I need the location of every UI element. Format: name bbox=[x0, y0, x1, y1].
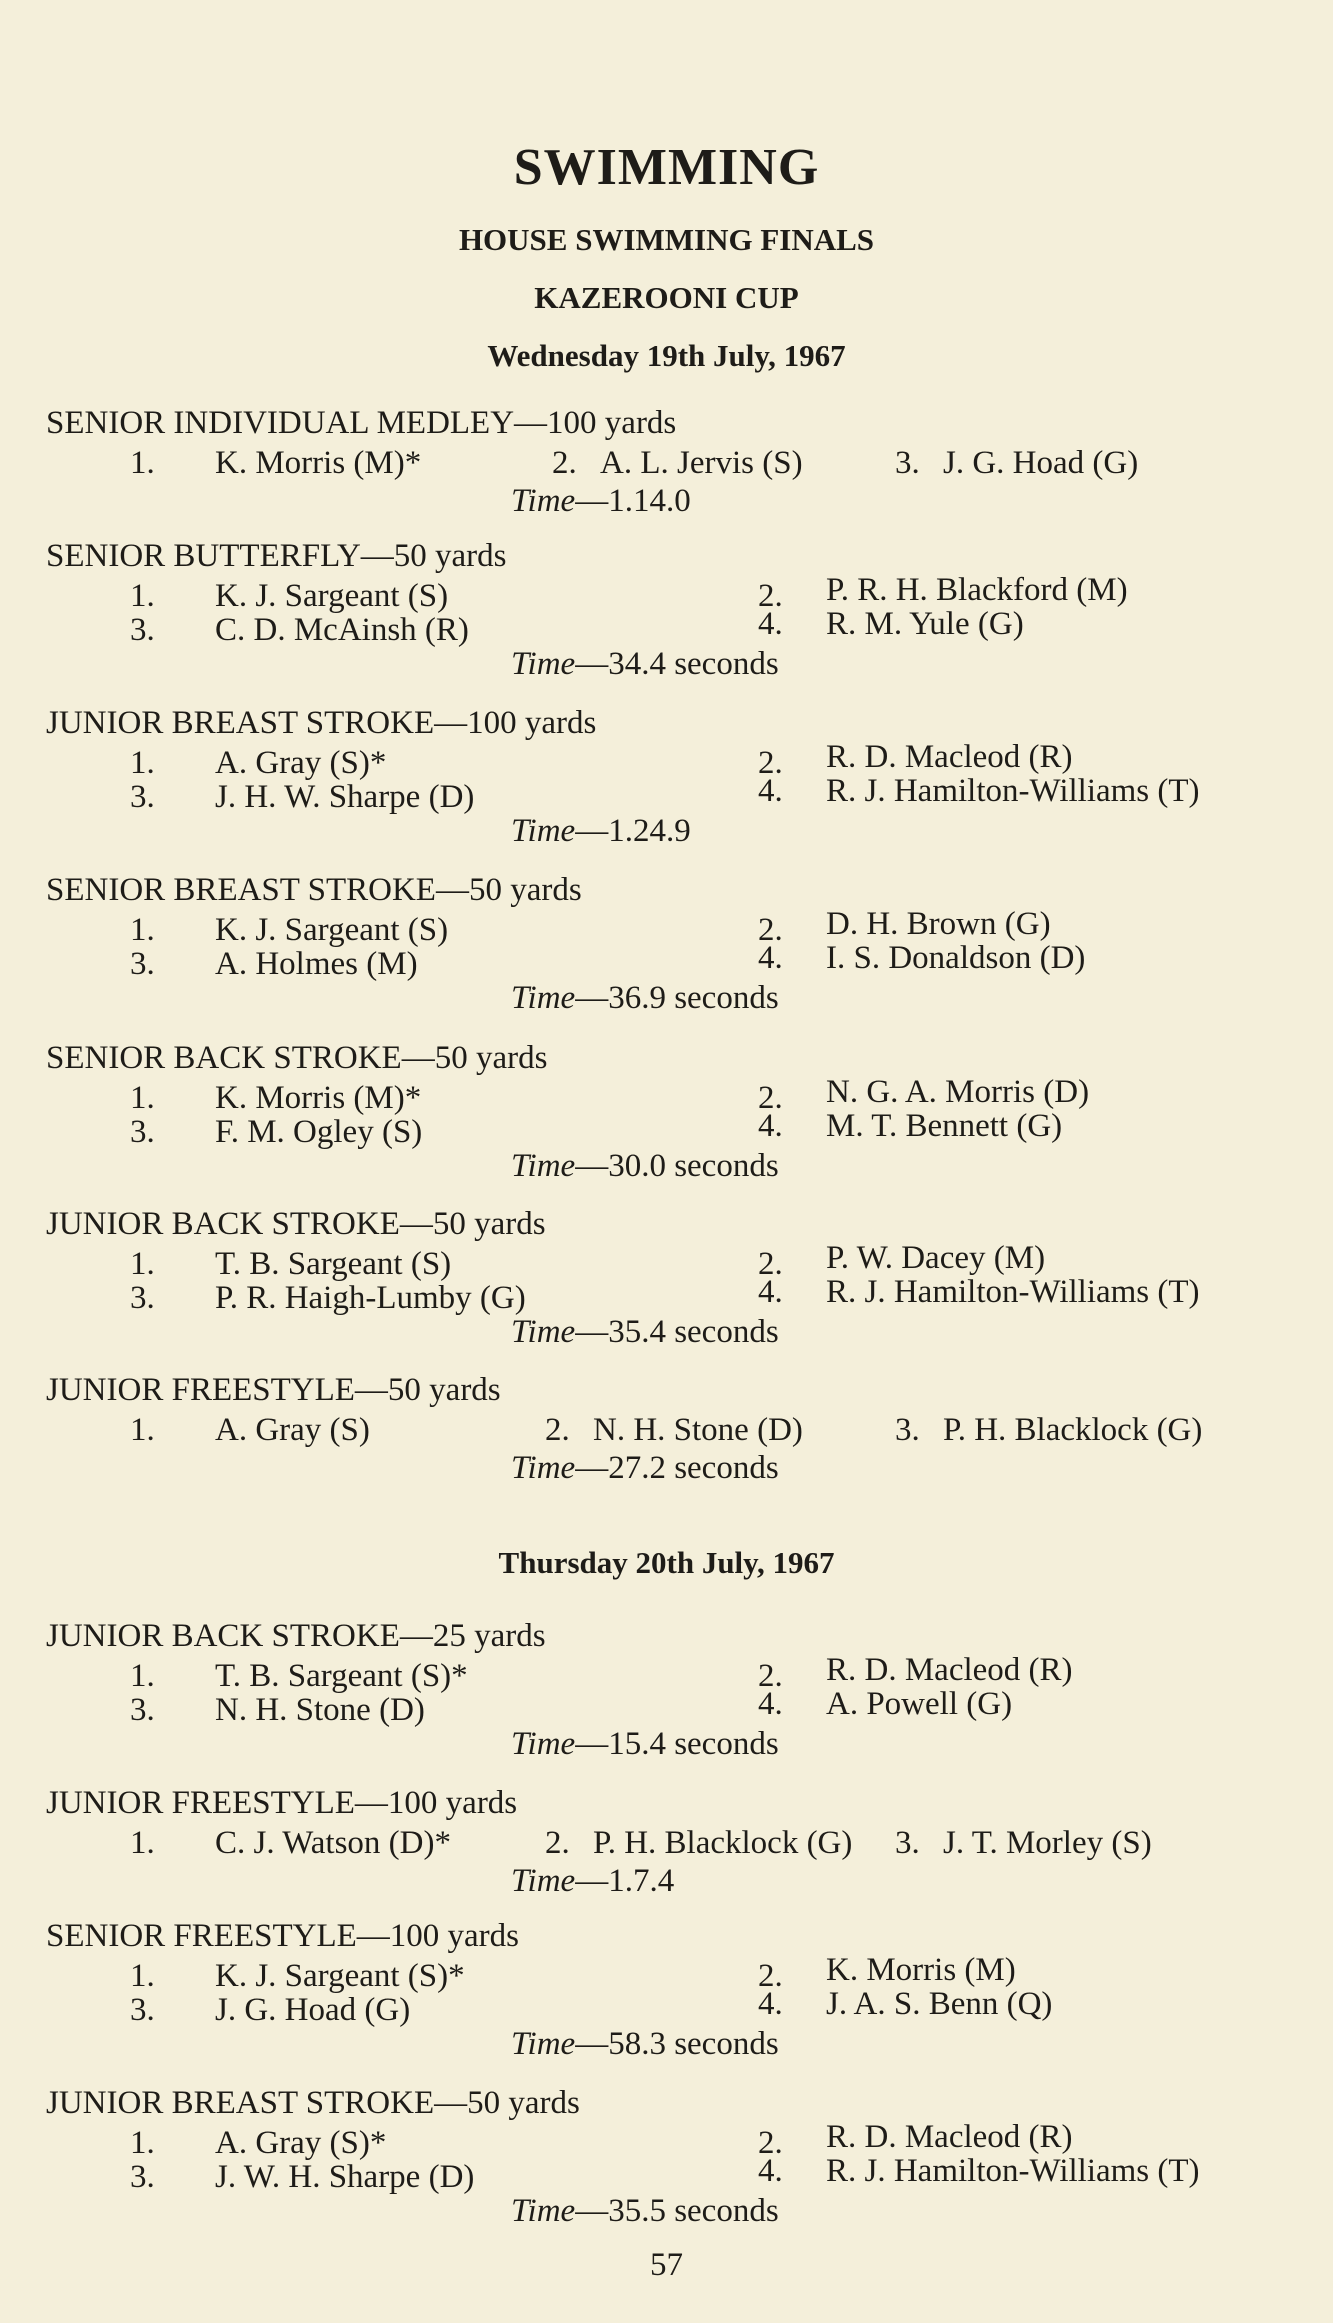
place-2-name: K. Morris (M) bbox=[826, 1952, 1016, 1988]
place-number: 2. bbox=[758, 578, 783, 614]
time-value: —1.7.4 bbox=[575, 1863, 675, 1899]
place-1-name: T. B. Sargeant (S)* bbox=[215, 1658, 468, 1694]
event-time bbox=[511, 2026, 779, 2063]
place-number: 2. bbox=[758, 1080, 783, 1116]
place-number: 1. bbox=[130, 1080, 155, 1116]
day-heading-thursday: Thursday 20th July, 1967 bbox=[498, 1545, 835, 1580]
place-number: 4. bbox=[758, 1274, 783, 1310]
place-number: 3. bbox=[130, 779, 155, 815]
event-time bbox=[511, 2193, 779, 2230]
place-number: 1. bbox=[130, 1958, 155, 1994]
time-value: —1.24.9 bbox=[575, 813, 691, 849]
time-value: —30.0 seconds bbox=[575, 1148, 779, 1184]
place-3-name: J. T. Morley (S) bbox=[943, 1825, 1152, 1861]
time-value: —36.9 seconds bbox=[575, 980, 779, 1016]
time-value: —27.2 seconds bbox=[575, 1450, 779, 1486]
event-time bbox=[511, 1450, 779, 1487]
time-value: —34.4 seconds bbox=[575, 646, 779, 682]
place-1-name: T. B. Sargeant (S) bbox=[215, 1246, 452, 1282]
place-number: 1. bbox=[130, 1825, 155, 1861]
place-number: 3. bbox=[130, 2159, 155, 2195]
place-number: 1. bbox=[130, 1412, 155, 1448]
place-3-name: J. W. H. Sharpe (D) bbox=[215, 2159, 475, 2195]
place-2-name: R. D. Macleod (R) bbox=[826, 739, 1073, 775]
place-number: 3. bbox=[130, 946, 155, 982]
place-3-name: C. D. McAinsh (R) bbox=[215, 612, 469, 648]
place-2-name: P. R. H. Blackford (M) bbox=[826, 572, 1128, 608]
time-label: Time bbox=[511, 2193, 576, 2229]
time-value: —15.4 seconds bbox=[575, 1726, 779, 1762]
place-2-name: N. H. Stone (D) bbox=[593, 1412, 803, 1448]
event-title: JUNIOR BREAST STROKE—100 yards bbox=[46, 705, 597, 741]
place-2-name: A. L. Jervis (S) bbox=[600, 445, 803, 481]
place-2-name: P. W. Dacey (M) bbox=[826, 1240, 1046, 1276]
place-number: 4. bbox=[758, 606, 783, 642]
place-1-name: A. Gray (S)* bbox=[215, 745, 387, 781]
place-1-name: K. Morris (M)* bbox=[215, 1080, 422, 1116]
time-value: —58.3 seconds bbox=[575, 2026, 779, 2062]
place-4-name: J. A. S. Benn (Q) bbox=[826, 1986, 1053, 2022]
time-label: Time bbox=[511, 2026, 576, 2062]
event-block bbox=[0, 872, 1333, 1022]
place-4-name: R. J. Hamilton-Williams (T) bbox=[826, 773, 1200, 809]
place-3-name: J. G. Hoad (G) bbox=[943, 445, 1139, 481]
time-label: Time bbox=[511, 1314, 576, 1350]
event-block bbox=[0, 1785, 1333, 1935]
place-number: 2. bbox=[758, 1658, 783, 1694]
place-1-name: K. J. Sargeant (S)* bbox=[215, 1958, 465, 1994]
place-number: 4. bbox=[758, 1986, 783, 2022]
place-number: 1. bbox=[130, 445, 155, 481]
place-4-name: A. Powell (G) bbox=[826, 1686, 1013, 1722]
event-block bbox=[0, 538, 1333, 688]
place-number: 4. bbox=[758, 773, 783, 809]
day-heading-wednesday: Wednesday 19th July, 1967 bbox=[487, 338, 846, 373]
place-number: 2. bbox=[545, 1825, 570, 1861]
place-number: 1. bbox=[130, 912, 155, 948]
event-time bbox=[511, 980, 779, 1017]
place-number: 1. bbox=[130, 1246, 155, 1282]
event-block bbox=[0, 1372, 1333, 1522]
place-3-name: F. M. Ogley (S) bbox=[215, 1114, 423, 1150]
place-1-name: A. Gray (S) bbox=[215, 1412, 370, 1448]
place-number: 2. bbox=[552, 445, 577, 481]
event-title: JUNIOR BACK STROKE—25 yards bbox=[46, 1618, 546, 1654]
place-1-name: C. J. Watson (D)* bbox=[215, 1825, 451, 1861]
time-label: Time bbox=[511, 1726, 576, 1762]
place-number: 1. bbox=[130, 578, 155, 614]
event-title: JUNIOR BACK STROKE—50 yards bbox=[46, 1206, 546, 1242]
place-number: 2. bbox=[758, 2125, 783, 2161]
place-2-name: N. G. A. Morris (D) bbox=[826, 1074, 1090, 1110]
time-label: Time bbox=[511, 646, 576, 682]
place-number: 3. bbox=[895, 445, 920, 481]
place-1-name: K. Morris (M)* bbox=[215, 445, 422, 481]
place-number: 2. bbox=[545, 1412, 570, 1448]
event-block bbox=[0, 1206, 1333, 1356]
cup-heading: KAZEROONI CUP bbox=[534, 280, 799, 315]
place-4-name: R. J. Hamilton-Williams (T) bbox=[826, 2153, 1200, 2189]
event-title: SENIOR BREAST STROKE—50 yards bbox=[46, 872, 582, 908]
time-value: —35.4 seconds bbox=[575, 1314, 779, 1350]
time-label: Time bbox=[511, 813, 576, 849]
place-number: 3. bbox=[130, 1992, 155, 2028]
event-block bbox=[0, 1618, 1333, 1768]
event-title: JUNIOR BREAST STROKE—50 yards bbox=[46, 2085, 580, 2121]
place-4-name: M. T. Bennett (G) bbox=[826, 1108, 1063, 1144]
section-heading: HOUSE SWIMMING FINALS bbox=[458, 222, 875, 257]
event-block bbox=[0, 1918, 1333, 2068]
event-title: SENIOR INDIVIDUAL MEDLEY—100 yards bbox=[46, 405, 677, 441]
time-value: —1.14.0 bbox=[575, 483, 691, 519]
place-4-name: R. J. Hamilton-Williams (T) bbox=[826, 1274, 1200, 1310]
time-label: Time bbox=[511, 1863, 576, 1899]
place-1-name: K. J. Sargeant (S) bbox=[215, 578, 449, 614]
place-3-name: P. H. Blacklock (G) bbox=[943, 1412, 1203, 1448]
event-time bbox=[511, 1148, 779, 1185]
event-block bbox=[0, 405, 1333, 555]
place-number: 4. bbox=[758, 1686, 783, 1722]
place-3-name: A. Holmes (M) bbox=[215, 946, 418, 982]
event-title: SENIOR FREESTYLE—100 yards bbox=[46, 1918, 519, 1954]
time-label: Time bbox=[511, 980, 576, 1016]
place-number: 3. bbox=[895, 1825, 920, 1861]
place-number: 3. bbox=[130, 612, 155, 648]
event-time bbox=[511, 813, 691, 850]
event-block bbox=[0, 1040, 1333, 1190]
event-block bbox=[0, 705, 1333, 855]
event-title: JUNIOR FREESTYLE—100 yards bbox=[46, 1785, 518, 1821]
place-number: 1. bbox=[130, 745, 155, 781]
place-2-name: R. D. Macleod (R) bbox=[826, 2119, 1073, 2155]
place-number: 3. bbox=[130, 1692, 155, 1728]
place-2-name: R. D. Macleod (R) bbox=[826, 1652, 1073, 1688]
place-2-name: P. H. Blacklock (G) bbox=[593, 1825, 853, 1861]
event-time bbox=[511, 646, 779, 683]
place-1-name: K. J. Sargeant (S) bbox=[215, 912, 449, 948]
place-number: 2. bbox=[758, 912, 783, 948]
place-3-name: J. G. Hoad (G) bbox=[215, 1992, 411, 2028]
event-time bbox=[511, 1863, 674, 1900]
place-number: 2. bbox=[758, 745, 783, 781]
event-time bbox=[511, 1314, 779, 1351]
place-number: 4. bbox=[758, 1108, 783, 1144]
event-time bbox=[511, 483, 691, 520]
place-number: 2. bbox=[758, 1246, 783, 1282]
time-label: Time bbox=[511, 1148, 576, 1184]
place-number: 3. bbox=[130, 1114, 155, 1150]
place-4-name: I. S. Donaldson (D) bbox=[826, 940, 1086, 976]
place-number: 2. bbox=[758, 1958, 783, 1994]
page-title: SWIMMING bbox=[513, 139, 820, 196]
place-3-name: P. R. Haigh-Lumby (G) bbox=[215, 1280, 526, 1316]
time-label: Time bbox=[511, 483, 576, 519]
place-number: 1. bbox=[130, 2125, 155, 2161]
place-number: 3. bbox=[130, 1280, 155, 1316]
event-title: SENIOR BACK STROKE—50 yards bbox=[46, 1040, 548, 1076]
time-value: —35.5 seconds bbox=[575, 2193, 779, 2229]
time-label: Time bbox=[511, 1450, 576, 1486]
place-number: 4. bbox=[758, 2153, 783, 2189]
event-block bbox=[0, 2085, 1333, 2235]
place-number: 4. bbox=[758, 940, 783, 976]
place-number: 1. bbox=[130, 1658, 155, 1694]
place-3-name: N. H. Stone (D) bbox=[215, 1692, 425, 1728]
event-title: JUNIOR FREESTYLE—50 yards bbox=[46, 1372, 501, 1408]
event-title: SENIOR BUTTERFLY—50 yards bbox=[46, 538, 507, 574]
place-3-name: J. H. W. Sharpe (D) bbox=[215, 779, 475, 815]
place-1-name: A. Gray (S)* bbox=[215, 2125, 387, 2161]
event-time bbox=[511, 1726, 779, 1763]
place-number: 3. bbox=[895, 1412, 920, 1448]
page-number: 57 bbox=[650, 2247, 683, 2283]
place-4-name: R. M. Yule (G) bbox=[826, 606, 1024, 642]
place-2-name: D. H. Brown (G) bbox=[826, 906, 1051, 942]
